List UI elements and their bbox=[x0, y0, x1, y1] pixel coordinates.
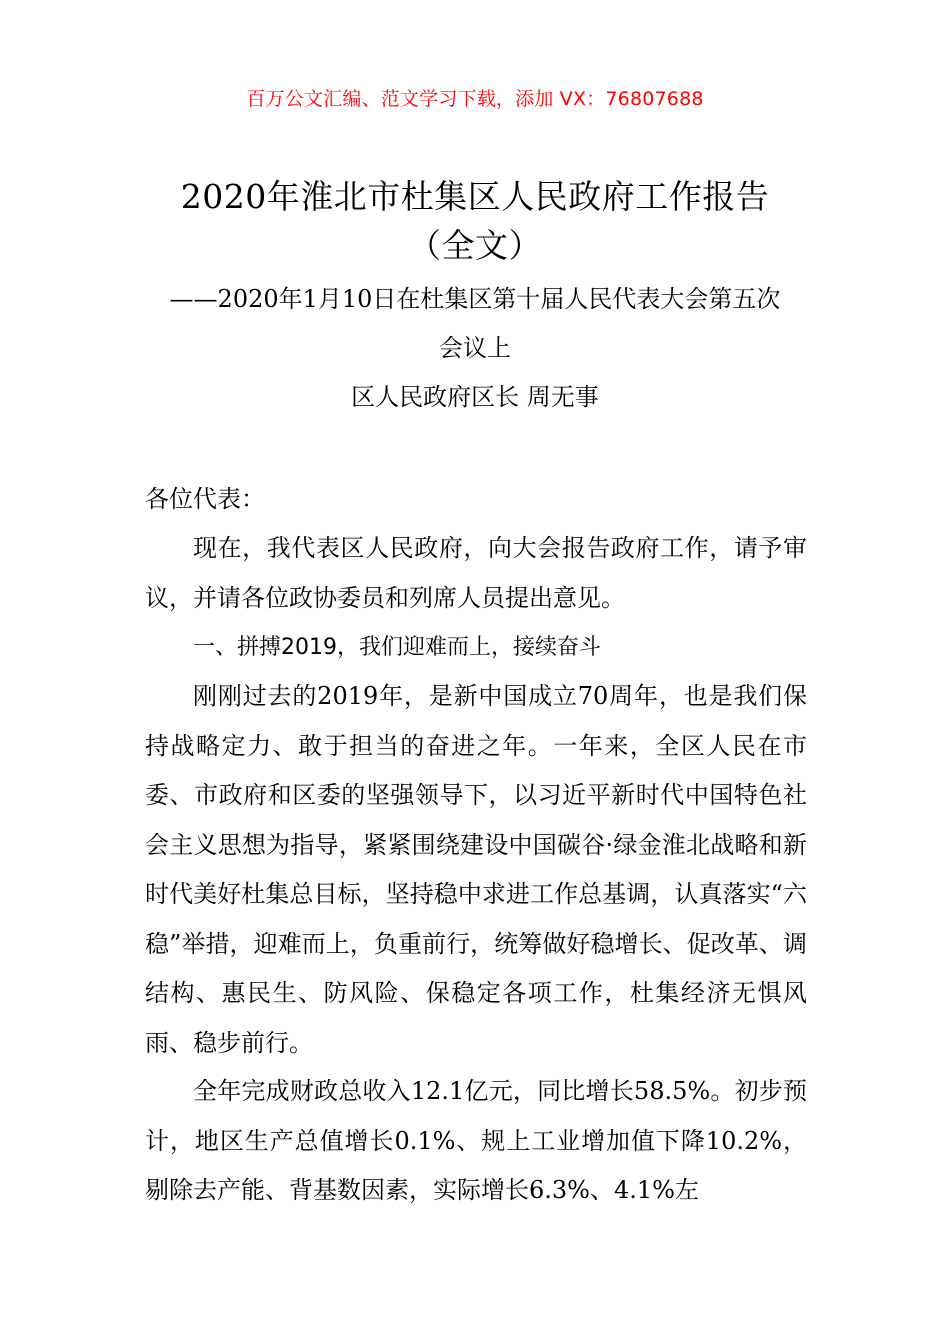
section-heading: 一、拼搏2019，我们迎难而上，接续奋斗 bbox=[193, 635, 601, 660]
body-paragraph: 刚刚过去的2019年，是新中国成立70周年，也是我们保持战略定力、敢于担当的奋进之年。一年来，全区人民在市委、市政府和区委的坚强领导下，以习近平新时代中国特色社会主义思想为指导，紧紧围绕建设中国碳谷·绿金淮北战略和新时代美好杜集总目标，坚持稳中求进工作总基调，认真落实“六稳”举措，迎难而上，负重前行，统筹做好稳增长、促改革、调结构、惠民生、防风险、保稳定各项工作，杜集经济无惧风雨、稳步前行。 bbox=[145, 682, 807, 1057]
meeting-subtitle-continued: 会议上 bbox=[439, 334, 511, 362]
speaker-line: 区人民政府区长 周无事 bbox=[351, 383, 599, 411]
document-title: 2020年淮北市杜集区人民政府工作报告 bbox=[180, 177, 770, 216]
watermark-header-note: 百万公文汇编、范文学习下载，添加 VX：76807688 bbox=[246, 88, 704, 110]
meeting-subtitle: ——2020年1月10日在杜集区第十届人民代表大会第五次 bbox=[169, 285, 781, 313]
document-title-suffix: （全文） bbox=[408, 226, 542, 265]
intro-paragraph: 现在，我代表区人民政府，向大会报告政府工作，请予审议，并请各位政协委员和列席人员提出意见。 bbox=[145, 534, 807, 612]
salutation: 各位代表： bbox=[145, 485, 265, 513]
body-paragraph-statistics: 全年完成财政总收入12.1亿元，同比增长58.5%。初步预计，地区生产总值增长0.1%、规上工业增加值下降10.2%，剔除去产能、背基数因素，实际增长6.3%、4.1%左 bbox=[145, 1077, 807, 1204]
